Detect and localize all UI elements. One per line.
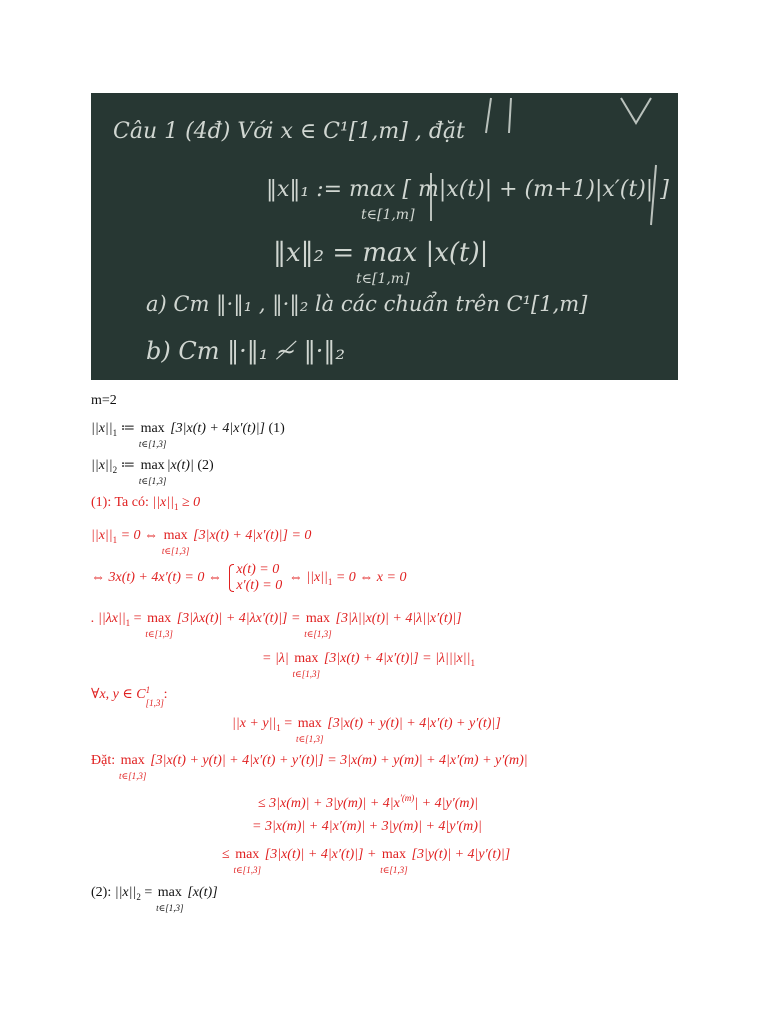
- assign-symbol: ≔: [117, 458, 139, 473]
- case-2: x′(t) = 0: [236, 578, 283, 593]
- norm-symbol: ||x||: [91, 528, 113, 543]
- max-range: t∈[1,3]: [296, 734, 324, 744]
- text-intro: Đặt:: [91, 753, 119, 768]
- max-range: t∈[1,3]: [161, 546, 190, 556]
- expression: ⇔ 3x(t) + 4x′(t) = 0 ⇔: [91, 570, 226, 586]
- expression: = 0 ⇔: [117, 528, 162, 543]
- expression: [3|x(t) + y(t)| + 4|x′(t) + y′(t)|] = 3|x(m) + y(m)| + 4|x′(m) + y′(m)|: [146, 753, 528, 768]
- max-operator: [118, 752, 147, 781]
- expression: [3|x(t) + y(t)| + 4|x′(t) + y′(t)|]: [323, 716, 501, 731]
- norm-index: 1: [125, 618, 131, 628]
- chalkboard-photo: [91, 93, 678, 380]
- max-range: t∈[1,3]: [292, 669, 320, 679]
- expression: [3|λ||x(t)| + 4|λ||x′(t)|]: [332, 611, 462, 626]
- expression: = 0 ⇔ x = 0: [332, 570, 407, 586]
- line-forall: [91, 685, 168, 708]
- norm-symbol: ||x||: [152, 495, 174, 510]
- norm-index: 2: [112, 465, 118, 475]
- line-ineq-1: [258, 789, 478, 813]
- line-nonneg: [91, 494, 200, 516]
- norm-symbol: ||x||: [114, 885, 137, 900]
- equation-number: (2): [197, 458, 214, 473]
- norm-symbol: ||x||: [91, 458, 113, 473]
- expression: [3|λx(t)| + 4|λx′(t)|] =: [173, 611, 304, 626]
- max-label: max: [147, 611, 172, 626]
- norm-index: 1: [112, 428, 118, 438]
- case-1: x(t) = 0: [236, 562, 280, 577]
- max-label: max: [235, 847, 260, 862]
- line-homogeneity-result: [262, 650, 475, 679]
- max-label: max: [163, 528, 188, 543]
- expression: ≤ 3|x(m)| + 3|y(m)| + 4|x: [258, 796, 400, 811]
- expression: = 3|x(m)| + 4|x′(m)| + 3|y(m)| + 4|y′(m)|: [252, 819, 482, 834]
- chalk-line-5: t∈[1,m]: [356, 271, 410, 287]
- case-system: [228, 562, 282, 594]
- line-norm2-part: [91, 884, 218, 913]
- expression: ≤: [222, 847, 234, 862]
- subscript: [1,3]: [145, 698, 164, 708]
- max-label: max: [305, 611, 331, 626]
- norm-index: 1: [327, 577, 333, 588]
- max-label: max: [381, 847, 407, 862]
- superscript: ′(m): [399, 793, 415, 803]
- expression: | + 4|y′(m)|: [414, 796, 479, 811]
- equation-number: (1): [268, 421, 285, 436]
- line-norm1-def: [91, 420, 285, 449]
- max-range: t∈[1,3]: [233, 865, 261, 875]
- norm-index: 2: [136, 892, 141, 902]
- max-operator: [138, 457, 167, 486]
- line-homogeneity: [91, 610, 462, 639]
- norm-index: 1: [112, 535, 118, 545]
- expression: ≥ 0: [178, 495, 201, 510]
- expression: ⇔ ||x||: [285, 570, 328, 586]
- colon: :: [163, 687, 168, 702]
- max-operator: [145, 610, 173, 639]
- text-intro: (2):: [91, 885, 115, 900]
- norm-symbol: ||x||: [91, 421, 113, 436]
- max-range: t∈[1,3]: [138, 476, 167, 486]
- max-range: t∈[1,3]: [380, 865, 408, 875]
- chalk-line-1: Câu 1 (4đ) Với x ∈ C¹[1,m] , đặt: [113, 119, 465, 144]
- line-zero-norm: [91, 527, 312, 556]
- max-operator: [304, 610, 332, 639]
- line-triangle-start: [232, 715, 501, 744]
- space-symbol-indices: [145, 685, 164, 708]
- chalk-line-7: b) Cm ‖·‖₁ ≁ ‖·‖₂: [146, 337, 345, 365]
- max-label: max: [120, 753, 145, 768]
- expression: |x(t)|: [166, 458, 198, 473]
- max-label: max: [294, 651, 319, 666]
- norm-index: 1: [276, 723, 281, 733]
- expression: [3|x(t)| + 4|x′(t)|] +: [261, 847, 380, 862]
- norm-symbol: . ||λx||: [91, 611, 126, 626]
- chalk-line-6: a) Cm ‖·‖₁ , ‖·‖₂ là các chuẩn trên C¹[1,m]: [146, 292, 588, 316]
- norm-symbol: ||x + y||: [232, 716, 277, 731]
- line-set-max: [91, 752, 528, 781]
- chalk-line-4: ‖x‖₂ = max |x(t)|: [273, 238, 489, 268]
- max-label: max: [297, 716, 322, 731]
- line-norm2-def: [91, 457, 214, 486]
- line-m-equals-2: [91, 392, 117, 410]
- max-operator: [161, 527, 190, 556]
- max-operator: [380, 846, 408, 875]
- expression: = |λ|: [262, 651, 293, 666]
- superscript: 1: [145, 685, 151, 695]
- chalk-line-2: ‖x‖₁ := max [ m|x(t)| + (m+1)|x′(t)| ]: [266, 177, 669, 202]
- norm-index: 1: [173, 502, 179, 512]
- max-operator: [292, 650, 320, 679]
- max-operator: [296, 715, 324, 744]
- expression: [x(t)]: [183, 885, 218, 900]
- expression: ∀x, y ∈ C: [91, 687, 146, 702]
- line-regroup: [252, 818, 482, 836]
- chalk-line-3: t∈[1,m]: [361, 207, 415, 223]
- expression: [3|x(t) + 4|x′(t)|] = |λ|||x||: [320, 651, 471, 666]
- equals: =: [140, 885, 156, 900]
- max-operator: [156, 884, 184, 913]
- max-operator: [233, 846, 261, 875]
- max-operator: [138, 420, 167, 449]
- equals: =: [130, 611, 146, 626]
- max-range: t∈[1,3]: [156, 903, 184, 913]
- equals: =: [280, 716, 296, 731]
- text-intro: (1): Ta có:: [91, 495, 153, 510]
- expression: [3|x(t) + 4|x′(t)|] = 0: [189, 528, 312, 543]
- norm-index: 1: [470, 658, 475, 668]
- max-range: t∈[1,3]: [304, 629, 332, 639]
- expression: [3|y(t)| + 4|y′(t)|]: [408, 847, 511, 862]
- max-range: t∈[1,3]: [118, 771, 147, 781]
- max-label: max: [140, 421, 165, 436]
- line-ineq-2: [222, 846, 511, 875]
- text-m-value: m=2: [91, 393, 117, 408]
- max-label: max: [157, 885, 182, 900]
- expression: [3|x(t) + 4|x′(t)|]: [166, 421, 269, 436]
- line-system: [91, 562, 406, 594]
- max-range: t∈[1,3]: [145, 629, 173, 639]
- max-label: max: [140, 458, 165, 473]
- max-range: t∈[1,3]: [138, 439, 167, 449]
- chalkboard-image: [91, 93, 678, 380]
- assign-symbol: ≔: [117, 421, 139, 436]
